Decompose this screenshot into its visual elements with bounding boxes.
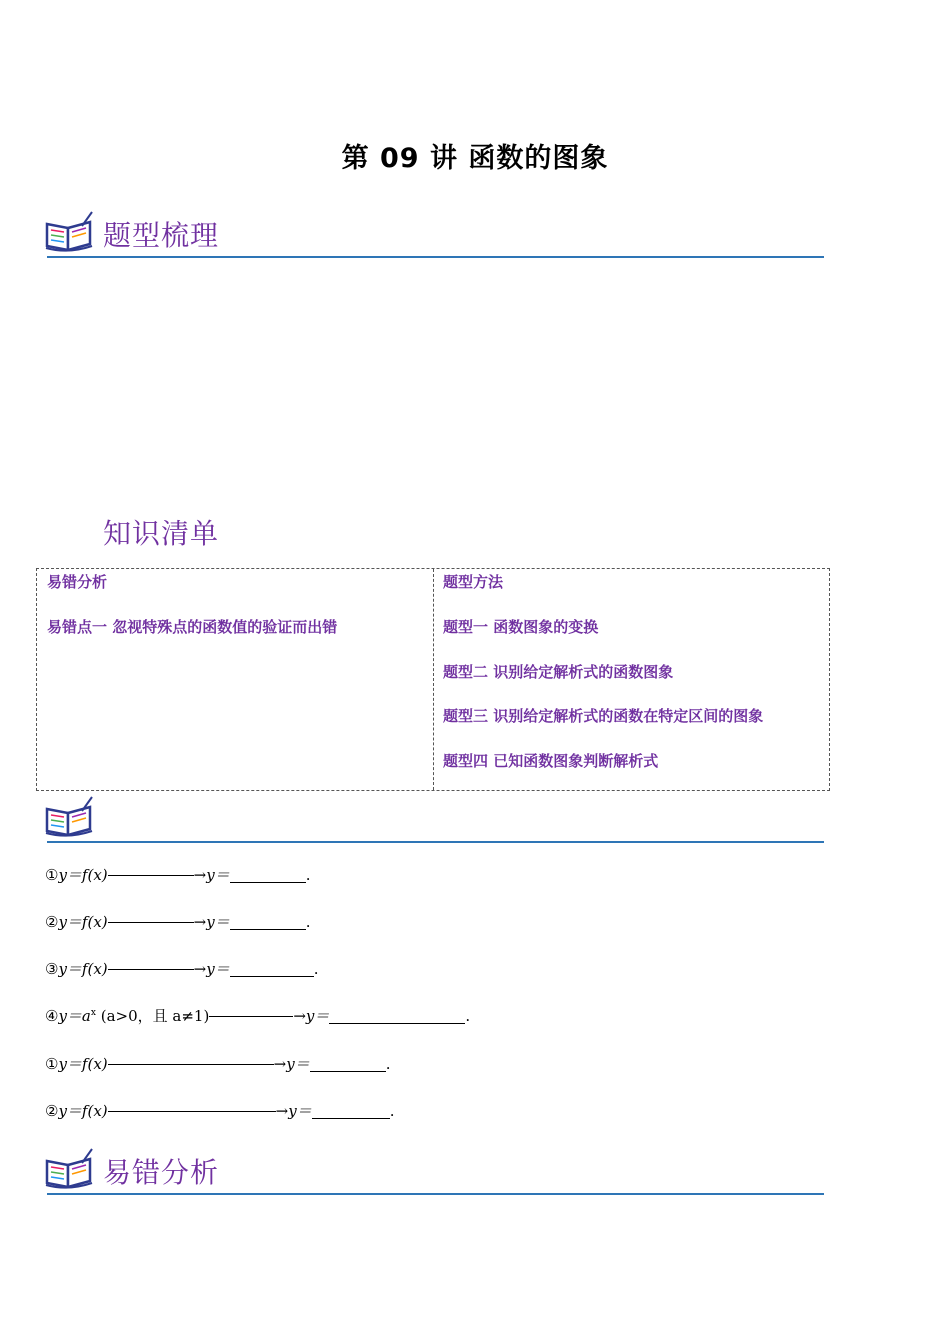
section-error-analysis bbox=[44, 1147, 824, 1195]
knowledge-list-box bbox=[36, 568, 830, 791]
open-book-icon bbox=[44, 795, 96, 839]
section-type-review bbox=[44, 210, 824, 258]
open-book-icon bbox=[44, 210, 96, 254]
list-item[interactable]: 题型四 已知函数图象判断解析式 bbox=[443, 752, 659, 770]
open-book-icon bbox=[44, 1147, 96, 1191]
section-knowledge-header bbox=[44, 795, 824, 843]
section-title: 易错分析 bbox=[103, 1156, 220, 1189]
page-title: 第 09 讲 函数的图象 bbox=[341, 143, 609, 174]
list-item[interactable]: 易错点一 忽视特殊点的函数值的验证而出错 bbox=[47, 618, 338, 636]
list-item[interactable]: 题型三 识别给定解析式的函数在特定区间的图象 bbox=[443, 707, 764, 725]
right-column-heading: 题型方法 bbox=[443, 573, 504, 591]
formula-line-2: ②y＝f(x) →y＝ . bbox=[45, 913, 311, 931]
section-title: 题型梳理 bbox=[103, 219, 220, 252]
formula-line-5: ①y＝f(x) →y＝ . bbox=[45, 1055, 391, 1073]
formula-line-4: $④y=a^x$ (a>0，且 a≠1) →y＝ . bbox=[45, 1007, 471, 1025]
section-rule bbox=[47, 1193, 824, 1195]
formula-line-6: ②y＝f(x) →y＝ . bbox=[45, 1102, 395, 1120]
section-rule bbox=[47, 256, 824, 258]
list-item[interactable]: 题型一 函数图象的变换 bbox=[443, 618, 599, 636]
column-divider bbox=[433, 569, 434, 790]
formula-line-1: ①y＝f(x) →y＝ . bbox=[45, 866, 311, 884]
formula-line-3: ③y＝f(x) →y＝ . bbox=[45, 960, 319, 978]
left-column-heading: 易错分析 bbox=[47, 573, 108, 591]
knowledge-list-title: 知识清单 bbox=[103, 517, 220, 550]
section-rule bbox=[47, 841, 824, 843]
list-item[interactable]: 题型二 识别给定解析式的函数图象 bbox=[443, 663, 674, 681]
